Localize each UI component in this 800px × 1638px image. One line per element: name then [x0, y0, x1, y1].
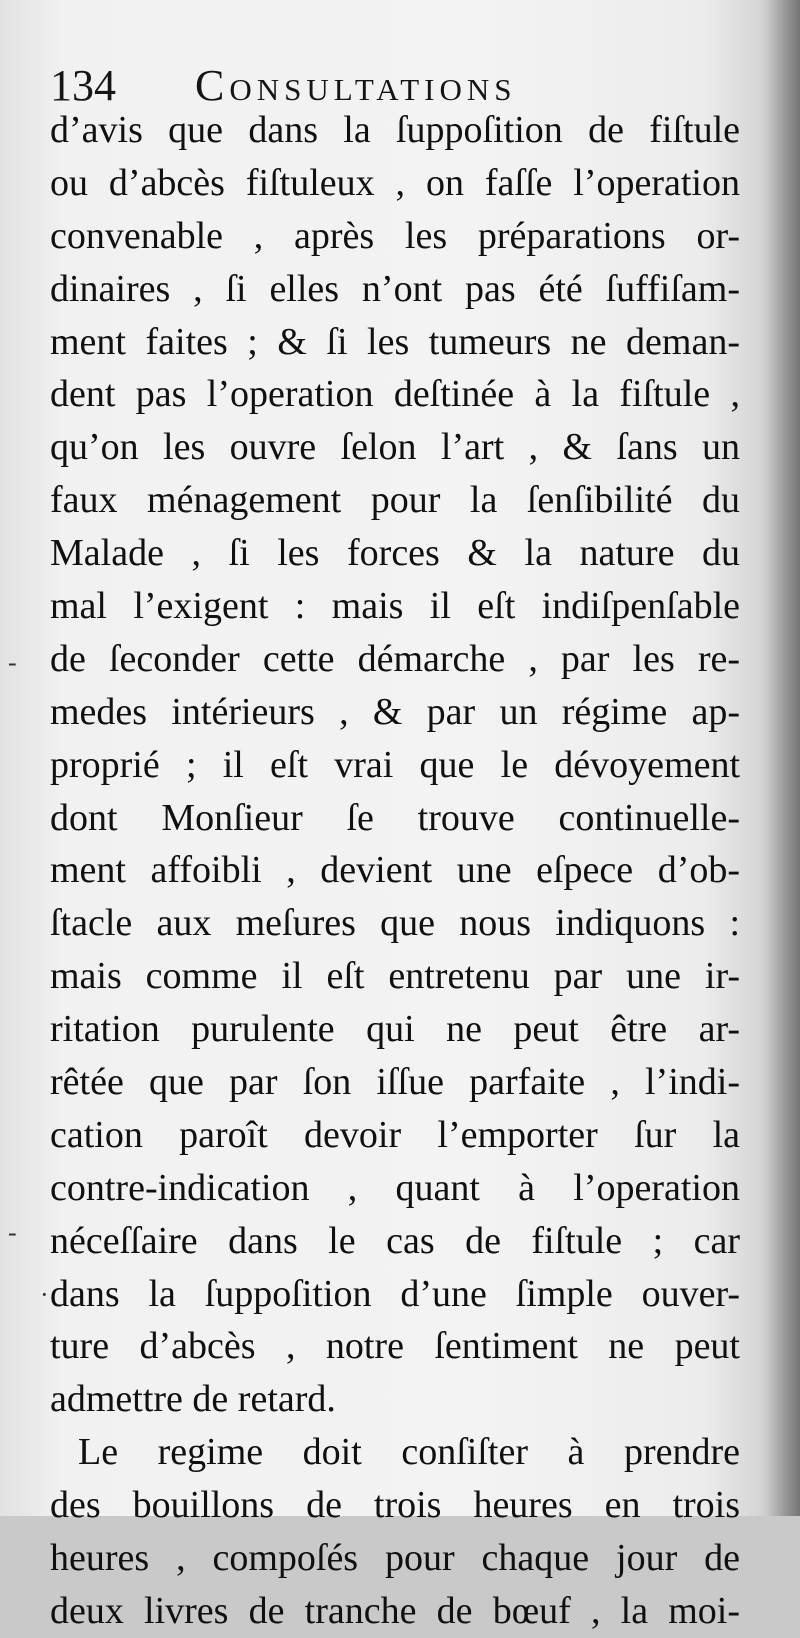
- text-line: mal l’exigent : mais il eſt indiſpenſable: [50, 585, 740, 628]
- body-text: [50, 104, 740, 1638]
- margin-dash-mark: -: [8, 648, 17, 677]
- text-line: qu’on les ouvre ſelon l’art , & ſans un: [50, 426, 740, 469]
- text-line: faux ménagement pour la ſenſibilité du: [50, 479, 740, 522]
- text-line: medes intérieurs , & par un régime ap-: [50, 690, 740, 733]
- text-line: mais comme il eſt entretenu par une ir-: [50, 955, 740, 998]
- text-line: cation paroît devoir l’emporter ſur la: [50, 1113, 740, 1156]
- text-line: dans la ſuppoſition d’une ſimple ouver-: [50, 1272, 740, 1315]
- running-head: Consultations: [195, 61, 517, 110]
- text-line: dont Monſieur ſe trouve continuelle-: [50, 796, 740, 839]
- text-line: deux livres de tranche de bœuf , la moi-: [50, 1589, 740, 1632]
- text-line: Malade , ſi les forces & la nature du: [50, 532, 740, 575]
- text-line: Le regime doit conſiſter à prendre: [78, 1431, 740, 1474]
- margin-dash-mark: -: [8, 1218, 17, 1247]
- margin-dot-mark: ·: [40, 1280, 49, 1309]
- text-line: convenable , après les préparations or-: [50, 214, 740, 257]
- text-line: de ſeconder cette démarche , par les re-: [50, 637, 740, 680]
- text-line: dinaires , ſi elles n’ont pas été ſuffiſam-: [50, 267, 740, 310]
- text-line: ment affoibli , devient une eſpece d’ob-: [50, 849, 740, 892]
- text-line: dent pas l’operation deſtinée à la fiſtule ,: [50, 373, 740, 416]
- text-line: heures , compoſés pour chaque jour de: [50, 1537, 740, 1580]
- text-line: ture d’abcès , notre ſentiment ne peut: [50, 1325, 740, 1368]
- text-line: néceſſaire dans le cas de fiſtule ; car: [50, 1219, 740, 1262]
- text-line: contre-indication , quant à l’operation: [50, 1166, 740, 1209]
- text-line: proprié ; il eſt vrai que le dévoyement: [50, 743, 740, 786]
- text-line: rêtée que par ſon iſſue parfaite , l’indi-: [50, 1061, 740, 1104]
- text-line: admettre de retard.: [50, 1378, 336, 1421]
- text-line: d’avis que dans la ſuppoſition de fiſtule: [50, 109, 740, 151]
- text-line: ritation purulente qui ne peut être ar-: [50, 1008, 740, 1051]
- text-line: ou d’abcès fiſtuleux , on faſſe l’operation: [50, 161, 740, 204]
- text-line: ſtacle aux meſures que nous indiquons :: [50, 902, 740, 945]
- page-number: 134: [50, 61, 116, 110]
- text-line: ment faites ; & ſi les tumeurs ne deman-: [50, 320, 740, 363]
- text-line: des bouillons de trois heures en trois: [50, 1484, 740, 1527]
